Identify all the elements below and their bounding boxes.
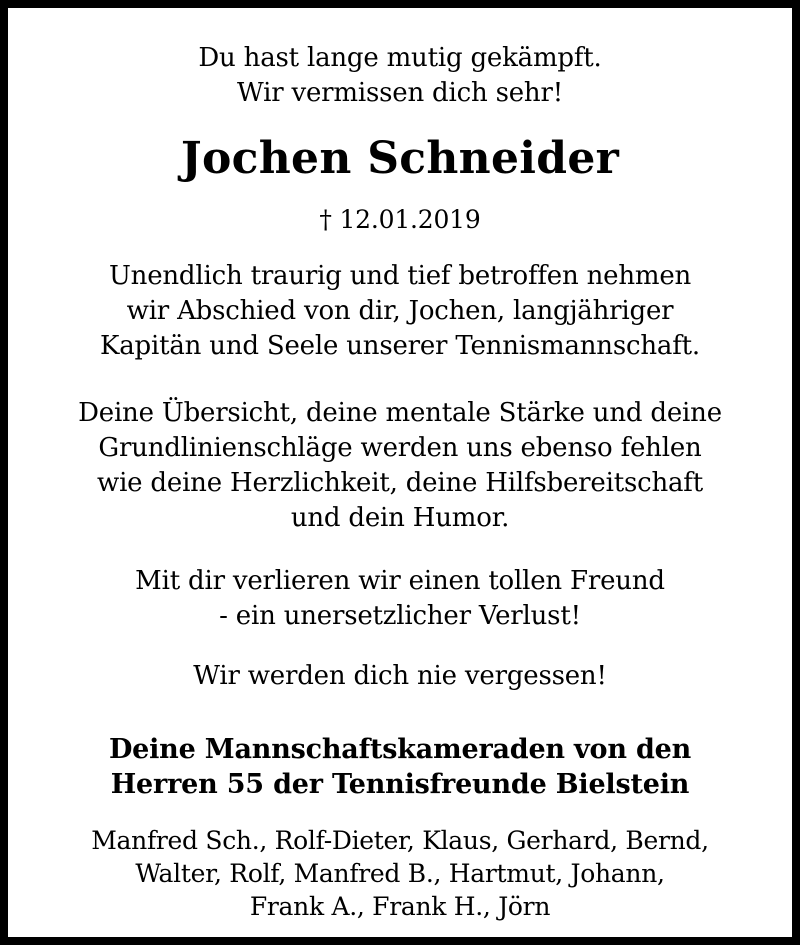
paragraph-2-line-1: Deine Übersicht, deine mentale Stärke und deine — [78, 398, 722, 428]
signature-line-1: Deine Mannschaftskameraden von den — [108, 734, 692, 765]
paragraph-2-line-4: und dein Humor. — [290, 503, 510, 533]
paragraph-3-line-2: - ein unersetzlicher Verlust! — [219, 601, 581, 631]
opening-line-1: Du hast lange mutig gekämpft. — [198, 43, 602, 73]
paragraph-1-line-3: Kapitän und Seele unserer Tennismannschaft. — [100, 331, 700, 361]
paragraph-3-line-1: Mit dir verlieren wir einen tollen Freund — [135, 566, 665, 596]
paragraph-2-line-2: Grundlinienschläge werden uns ebenso fehlen — [98, 433, 702, 463]
members-line-2: Walter, Rolf, Manfred B., Hartmut, Johann, — [135, 859, 665, 888]
paragraph-4: Wir werden dich nie vergessen! — [193, 661, 607, 691]
paragraph-1-line-1: Unendlich traurig und tief betroffen nehmen — [108, 261, 692, 291]
paragraph-1-line-2: wir Abschied von dir, Jochen, langjähriger — [126, 296, 674, 326]
deceased-name: Jochen Schneider — [180, 133, 620, 184]
members-line-3: Frank A., Frank H., Jörn — [249, 892, 551, 921]
signature-line-2: Herren 55 der Tennisfreunde Bielstein — [110, 769, 690, 800]
members-line-1: Manfred Sch., Rolf-Dieter, Klaus, Gerhard, Bernd, — [91, 826, 709, 855]
paragraph-2-line-3: wie deine Herzlichkeit, deine Hilfsbereitschaft — [97, 468, 703, 498]
opening-line-2: Wir vermissen dich sehr! — [237, 78, 563, 108]
death-date: † 12.01.2019 — [319, 205, 481, 234]
